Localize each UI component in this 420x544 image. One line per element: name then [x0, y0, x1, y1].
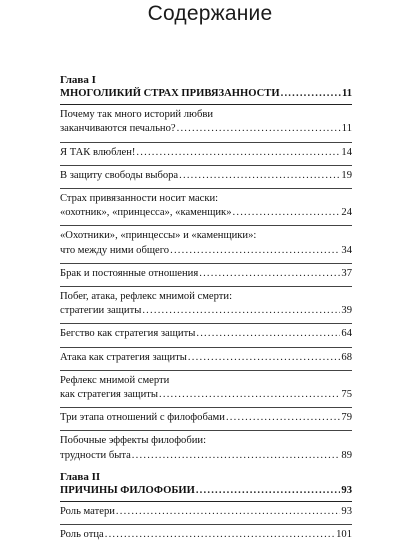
page-number: 39: [341, 305, 352, 317]
page-number: 93: [341, 506, 352, 518]
toc-entry[interactable]: [60, 226, 352, 259]
dot-leader: [105, 528, 335, 542]
page-number: 64: [341, 328, 352, 340]
dot-leader: [159, 388, 340, 402]
entry-line: Три этапа отношений с филофобами: [60, 412, 225, 424]
toc-entry[interactable]: [60, 348, 352, 367]
page-number: 24: [341, 207, 352, 219]
page-number: 101: [336, 529, 352, 541]
chapter-title[interactable]: [60, 87, 352, 101]
toc-entry[interactable]: [60, 166, 352, 185]
page-number: 79: [341, 412, 352, 424]
entry-line: «Охотники», «принцессы» и «каменщики»:: [60, 230, 257, 242]
entry-line: Побочные эффекты филофобии:: [60, 435, 207, 447]
chapter-1: [60, 74, 352, 465]
entry-line: стратегии защиты: [60, 305, 142, 317]
entry-line: Бегство как стратегия защиты: [60, 328, 196, 340]
dot-leader: [233, 206, 341, 220]
toc-entry[interactable]: [60, 105, 352, 138]
chapter-title-text: МНОГОЛИКИЙ СТРАХ ПРИВЯЗАННОСТИ: [60, 88, 280, 99]
page-number: 68: [341, 351, 352, 363]
page-number: 75: [341, 389, 352, 401]
dot-leader: [196, 327, 340, 341]
dot-leader: [199, 267, 340, 281]
chapter-title-text: ПРИЧИНЫ ФИЛОФОБИИ: [60, 484, 195, 496]
entry-line: Я ТАК влюблен!: [60, 146, 136, 158]
toc-entry[interactable]: [60, 143, 352, 162]
page-number: 93: [341, 484, 352, 496]
page-number: 11: [341, 88, 352, 99]
dot-leader: [132, 449, 341, 463]
entry-line: Страх привязанности носит маски:: [60, 193, 219, 205]
toc-entry[interactable]: [60, 502, 352, 521]
page-number: 14: [341, 146, 352, 158]
dot-leader: [196, 484, 341, 498]
page-number: 34: [341, 244, 352, 256]
page-title: Содержание: [147, 2, 273, 25]
dot-leader: [170, 244, 340, 258]
toc-entry[interactable]: [60, 371, 352, 404]
page-number: 11: [341, 123, 352, 135]
dot-leader: [226, 411, 340, 425]
page-number: 37: [341, 267, 352, 279]
toc-entry[interactable]: [60, 408, 352, 427]
dot-leader: [188, 351, 340, 365]
dot-leader: [177, 122, 341, 136]
dot-leader: [136, 146, 340, 160]
dot-leader: [116, 505, 340, 519]
entry-line: Брак и постоянные отношения: [60, 267, 199, 279]
page-number: 19: [341, 169, 352, 181]
chapter-number: Глава II: [60, 470, 101, 483]
toc-entry[interactable]: [60, 287, 352, 320]
chapter-title[interactable]: [60, 484, 352, 498]
entry-line: трудности быта: [60, 449, 131, 461]
dot-leader: [281, 87, 341, 101]
entry-line: В защиту свободы выбора: [60, 169, 179, 181]
dot-leader: [142, 304, 340, 318]
toc-entry[interactable]: [60, 525, 352, 544]
entry-line: заканчиваются печально?: [60, 123, 176, 135]
entry-line: Роль отца: [60, 529, 104, 541]
toc-entry[interactable]: [60, 431, 352, 464]
dot-leader: [179, 169, 340, 183]
entry-line: Почему так много историй любви: [60, 109, 214, 121]
table-of-contents: [60, 74, 352, 544]
entry-line: Роль матери: [60, 506, 115, 518]
entry-line: Рефлекс мнимой смерти: [60, 374, 170, 386]
entry-line: Атака как стратегия защиты: [60, 351, 187, 363]
toc-entry[interactable]: [60, 264, 352, 283]
entry-line: «охотник», «принцесса», «каменщик»: [60, 207, 232, 219]
chapter-number: Глава I: [60, 74, 96, 86]
entry-line: Побег, атака, рефлекс мнимой смерти:: [60, 291, 233, 303]
chapter-2: [60, 471, 352, 544]
entry-line: что между ними общего: [60, 244, 170, 256]
toc-entry[interactable]: [60, 189, 352, 222]
entry-line: как стратегия защиты: [60, 389, 158, 401]
toc-entry[interactable]: [60, 324, 352, 343]
page-number: 89: [341, 449, 352, 461]
